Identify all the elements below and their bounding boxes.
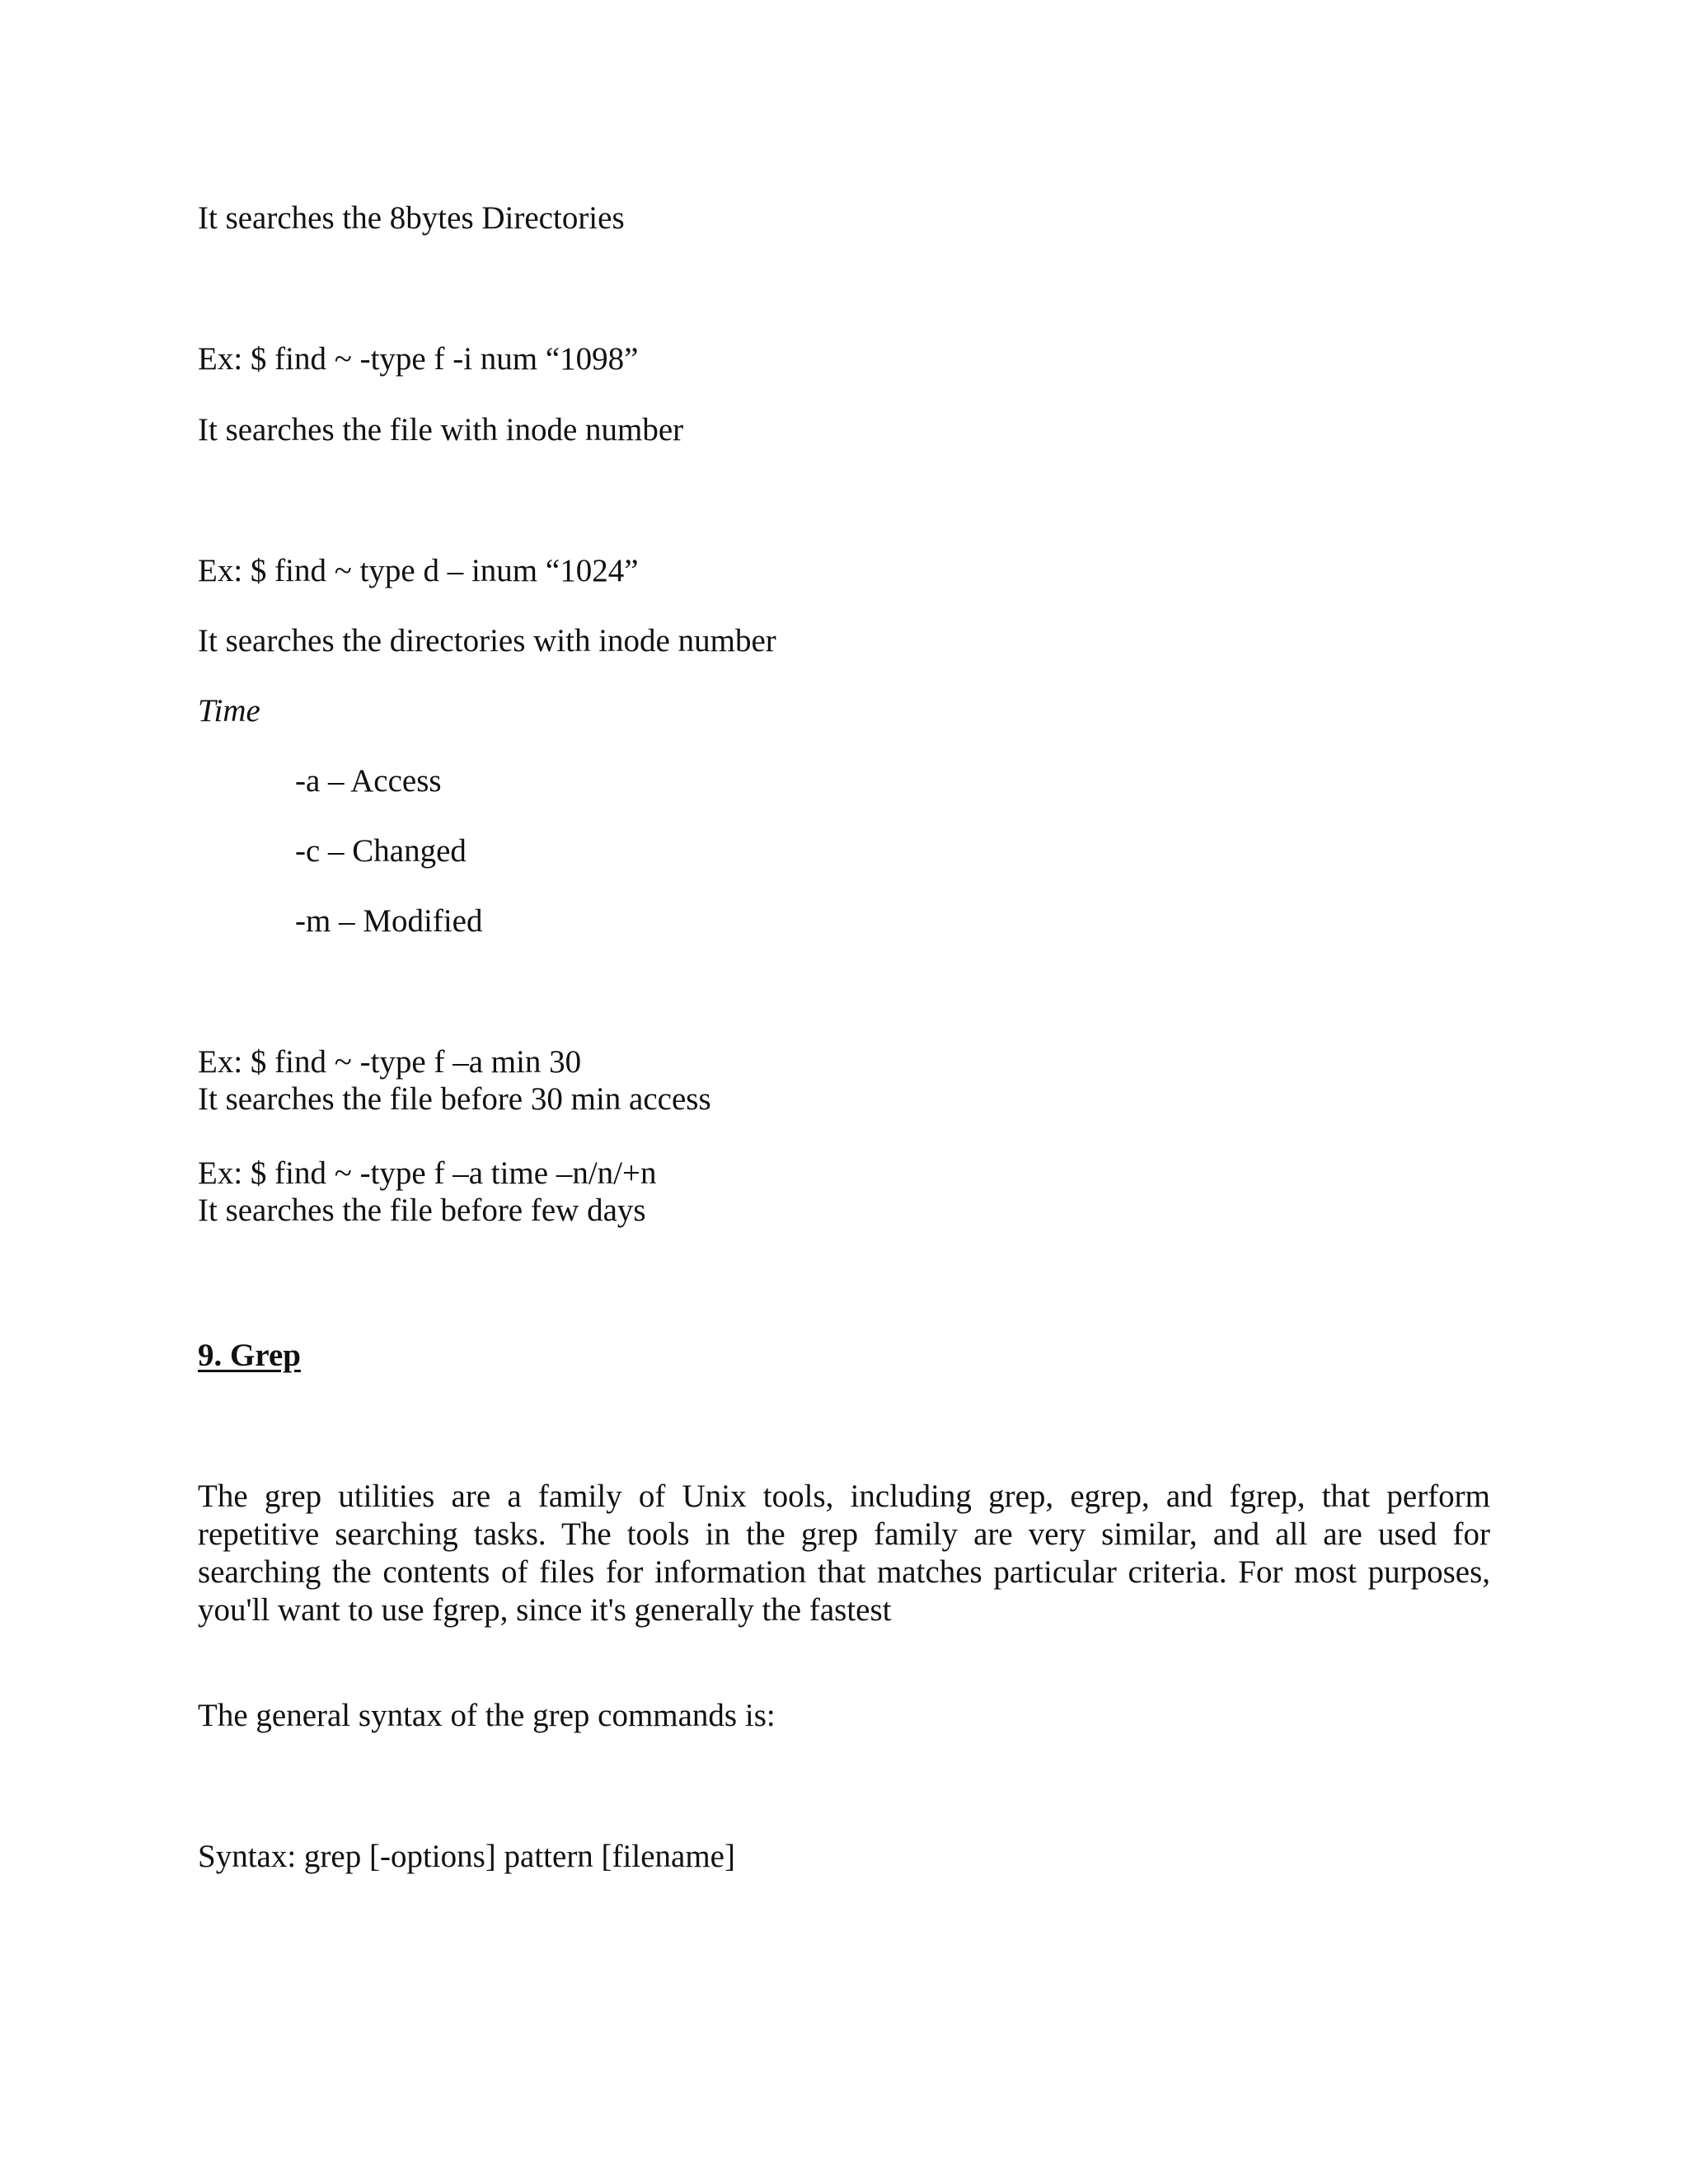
grep-syntax-intro: The general syntax of the grep commands is: — [198, 1698, 776, 1733]
text-line-inode-directories: It searches the directories with inode number — [198, 623, 776, 658]
option-access: -a – Access — [295, 763, 442, 799]
text-line-30-min-access: It searches the file before 30 min access — [198, 1081, 711, 1117]
option-modified: -m – Modified — [295, 903, 483, 939]
grep-syntax-line: Syntax: grep [-options] pattern [filename] — [198, 1839, 735, 1874]
example-find-inum-1098: Ex: $ find ~ -type f -i num “1098” — [198, 341, 639, 377]
option-changed: -c – Changed — [295, 833, 467, 869]
text-line-8bytes-directories: It searches the 8bytes Directories — [198, 200, 625, 236]
text-line-inode-file: It searches the file with inode number — [198, 412, 684, 448]
example-find-amin: Ex: $ find ~ -type f –a min 30 — [198, 1044, 582, 1080]
example-find-inum-1024: Ex: $ find ~ type d – inum “1024” — [198, 553, 639, 588]
example-find-atime: Ex: $ find ~ -type f –a time –n/n/+n — [198, 1155, 657, 1191]
section-heading-grep: 9. Grep — [198, 1338, 301, 1373]
text-line-few-days: It searches the file before few days — [198, 1193, 646, 1228]
time-label: Time — [198, 693, 260, 729]
grep-description-paragraph: The grep utilities are a family of Unix tools, including grep, egrep, and fgrep, that perform repetitive searching tasks. The tools in the grep family are very similar, and all are used for searching the contents of files for information that matches particular criteria. For most purposes, you'll want to use fgrep, since it's generally the fastest — [198, 1479, 1490, 1628]
